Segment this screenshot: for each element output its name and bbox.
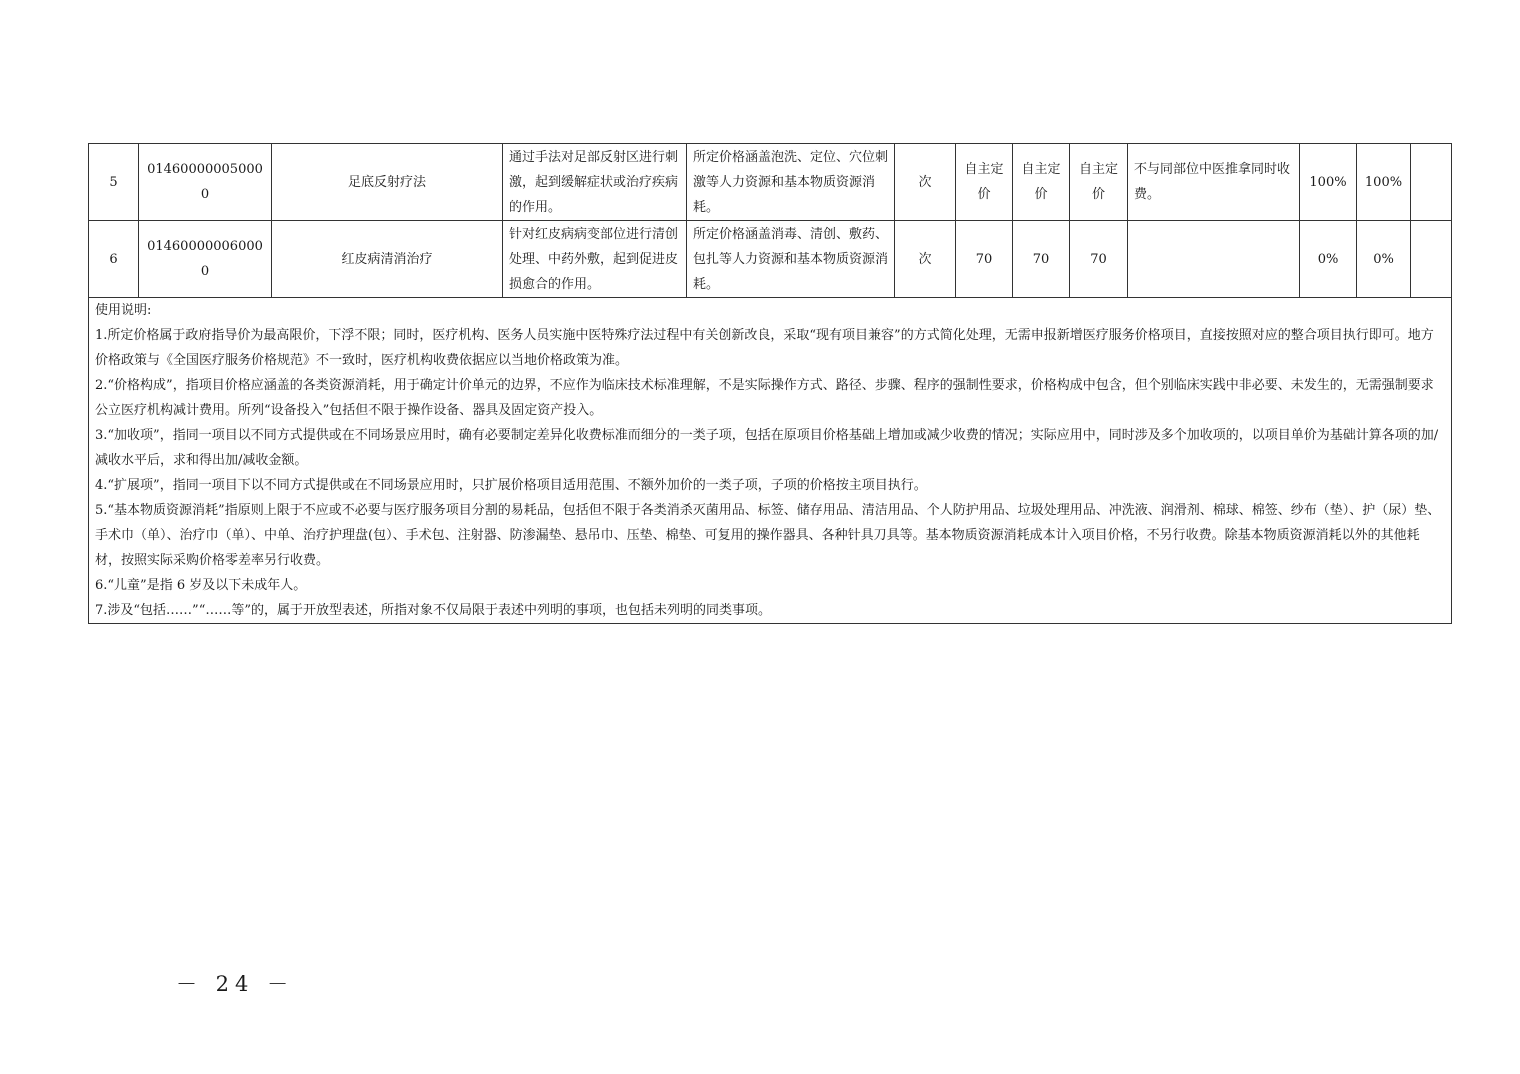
note-item: 2.“价格构成”，指项目价格应涵盖的各类资源消耗，用于确定计价单元的边界，不应作为临床技术标准理解，不是实际操作方式、路径、步骤、程序的强制性要求，价格构成中包含，但个别临床实践中非必要、未发生的，无需强制要求公立医疗机构减计费用。所列“设备投入”包括但不限于操作设备、器具及固定资产投入。 — [95, 378, 1434, 418]
ratio-2: 0% — [1357, 221, 1411, 298]
notes-row — [89, 298, 1452, 624]
price-level-2: 自主定价 — [1013, 144, 1070, 221]
extra-cell — [1411, 221, 1452, 298]
item-code: 014600000050000 — [139, 144, 272, 221]
note-item: 3.“加收项”，指同一项目以不同方式提供或在不同场景应用时，确有必要制定差异化收费标准而细分的一类子项，包括在原项目价格基础上增加或减少收费的情况；实际应用中，同时涉及多个加收项的，以项目单价为基础计算各项的加/减收水平后，求和得出加/减收金额。 — [95, 428, 1439, 468]
price-level-2: 70 — [1013, 221, 1070, 298]
usage-notes — [89, 298, 1452, 624]
price-level-3: 70 — [1070, 221, 1128, 298]
table-row — [89, 221, 1452, 298]
price-level-3: 自主定价 — [1070, 144, 1128, 221]
row-number: 5 — [89, 144, 139, 221]
item-code: 014600000060000 — [139, 221, 272, 298]
price-level-1: 自主定价 — [956, 144, 1013, 221]
note-item: 1.所定价格属于政府指导价为最高限价，下浮不限；同时，医疗机构、医务人员实施中医特殊疗法过程中有关创新改良，采取“现有项目兼容”的方式简化处理，无需申报新增医疗服务价格项目，直接按照对应的整合项目执行即可。地方价格政策与《全国医疗服务价格规范》不一致时，医疗机构收费依据应以当地价格政策为准。 — [95, 328, 1434, 368]
billing-unit: 次 — [895, 221, 956, 298]
page-number: － 24 － — [176, 972, 295, 996]
item-remark: 不与同部位中医推拿同时收费。 — [1128, 144, 1300, 221]
price-composition: 所定价格涵盖泡洗、定位、穴位刺激等人力资源和基本物质资源消耗。 — [687, 144, 895, 221]
price-composition: 所定价格涵盖消毒、清创、敷药、包扎等人力资源和基本物质资源消耗。 — [687, 221, 895, 298]
ratio-2: 100% — [1357, 144, 1411, 221]
item-content: 通过手法对足部反射区进行刺激，起到缓解症状或治疗疾病的作用。 — [503, 144, 687, 221]
table-row — [89, 144, 1452, 221]
price-level-1: 70 — [956, 221, 1013, 298]
item-content: 针对红皮病病变部位进行清创处理、中药外敷，起到促进皮损愈合的作用。 — [503, 221, 687, 298]
note-item: 5.“基本物质资源消耗”指原则上限于不应或不必要与医疗服务项目分割的易耗品，包括但不限于各类消杀灭菌用品、标签、储存用品、清洁用品、个人防护用品、垃圾处理用品、冲洗液、润滑剂、棉球、棉签、纱布（垫）、护（尿）垫、手术巾（单）、治疗巾（单）、中单、治疗护理盘(包）、手术包、注射器、防渗漏垫、悬吊巾、压垫、棉垫、可复用的操作器具、各种针具刀具等。基本物质资源消耗成本计入项目价格，不另行收费。除基本物质资源消耗以外的其他耗材，按照实际采购价格零差率另行收费。 — [95, 503, 1441, 568]
ratio-1: 0% — [1300, 221, 1357, 298]
ratio-1: 100% — [1300, 144, 1357, 221]
row-number: 6 — [89, 221, 139, 298]
item-name: 红皮病清消治疗 — [272, 221, 503, 298]
price-table — [88, 143, 1452, 624]
note-item: 7.涉及“包括……”“……等”的，属于开放型表述，所指对象不仅局限于表述中列明的事项，也包括未列明的同类事项。 — [95, 603, 771, 618]
note-item: 4.“扩展项”，指同一项目下以不同方式提供或在不同场景应用时，只扩展价格项目适用范围、不额外加价的一类子项，子项的价格按主项目执行。 — [95, 478, 927, 493]
extra-cell — [1411, 144, 1452, 221]
note-item: 6.“儿童”是指 6 岁及以下未成年人。 — [95, 578, 307, 593]
billing-unit: 次 — [895, 144, 956, 221]
notes-title: 使用说明: — [95, 303, 152, 318]
item-name: 足底反射疗法 — [272, 144, 503, 221]
item-remark — [1128, 221, 1300, 298]
